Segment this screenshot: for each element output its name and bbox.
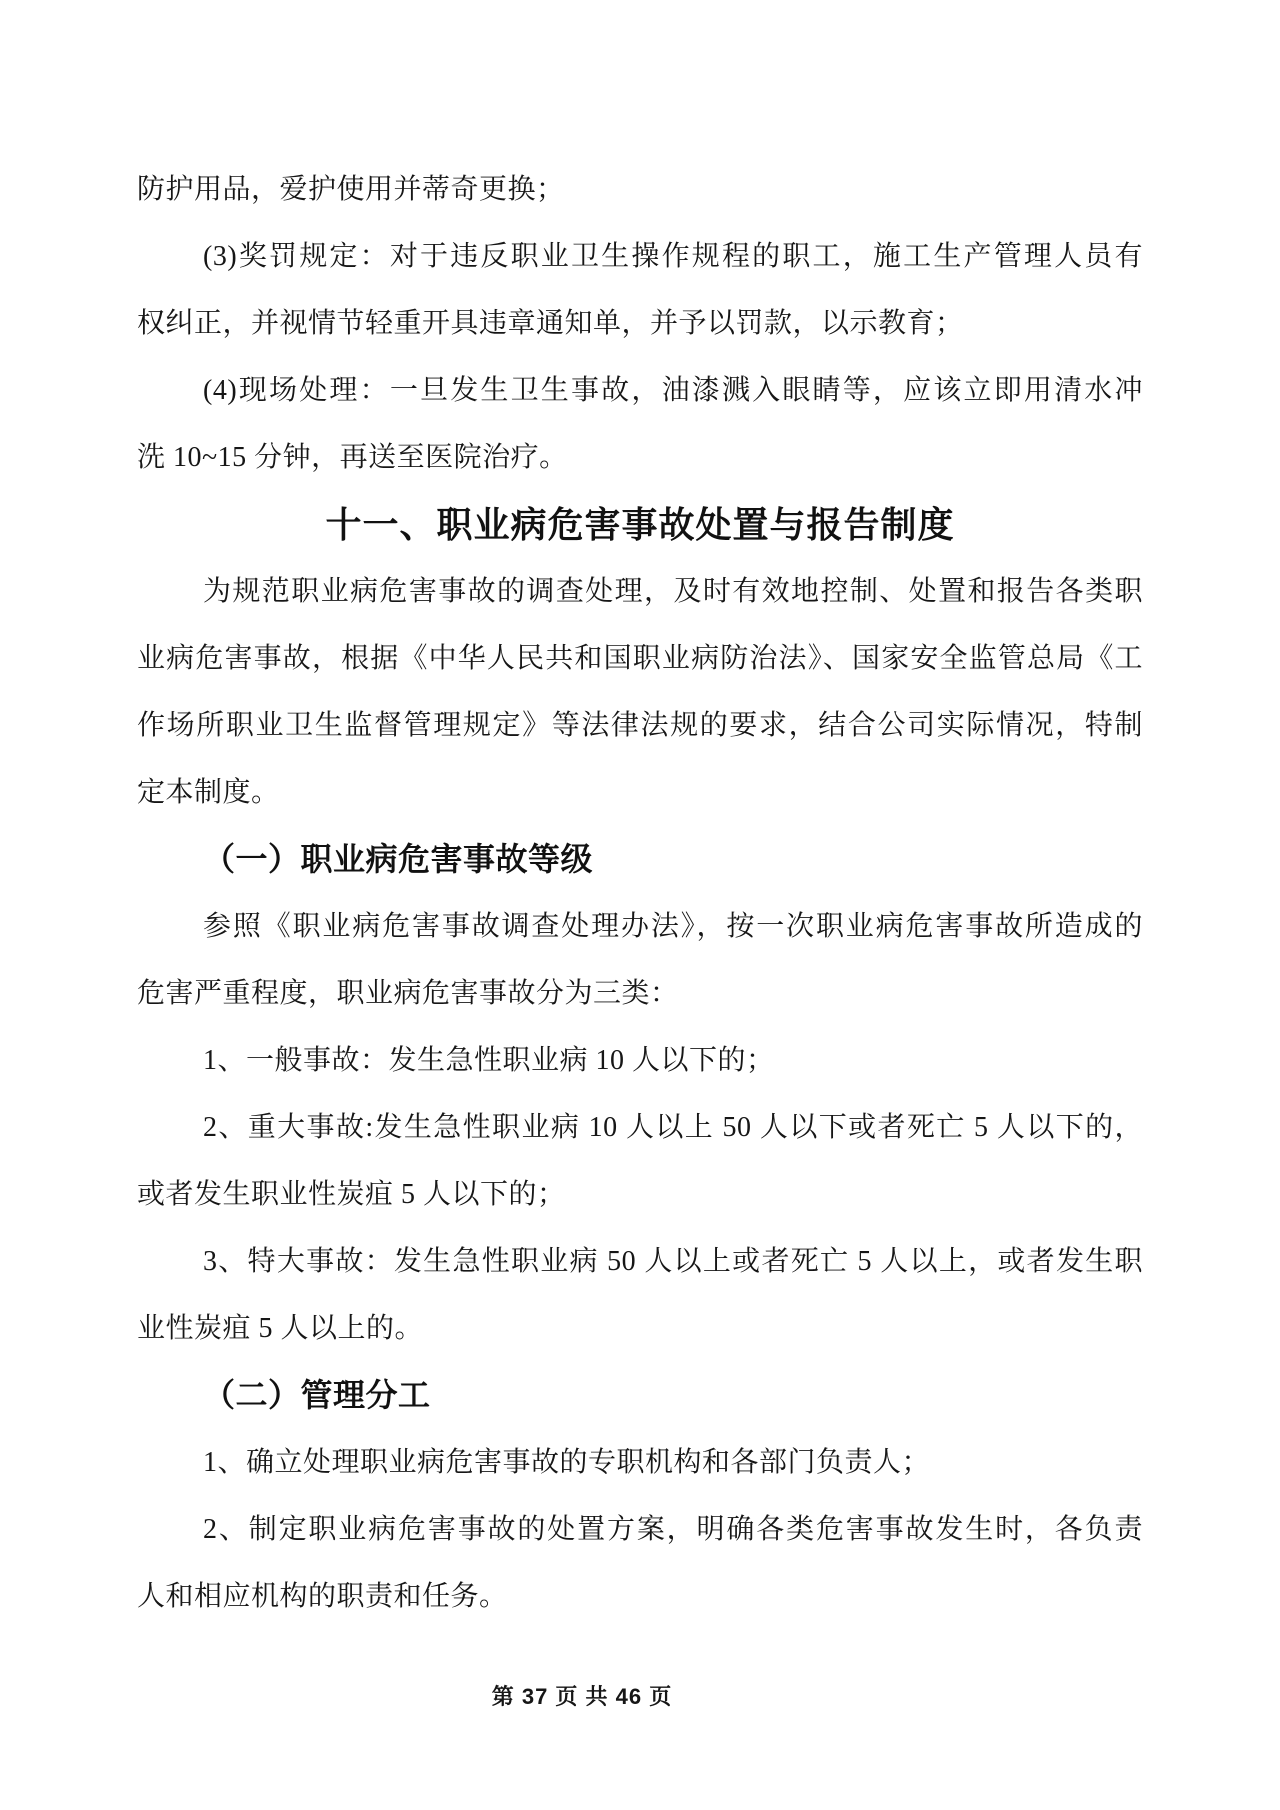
body-text-line: 2、重大事故:发生急性职业病 10 人以上 50 人以下或者死亡 5 人以下的， [203, 1112, 1143, 1143]
subsection-heading: （二）管理分工 [203, 1377, 431, 1413]
body-text-line: 防护用品，爱护使用并蒂奇更换； [137, 174, 565, 205]
body-text-line: 业性炭疽 5 人以上的。 [137, 1313, 424, 1344]
body-text-line: 危害严重程度，职业病危害事故分为三类： [137, 978, 679, 1009]
body-text-line: 定本制度。 [137, 777, 280, 808]
body-text-line: 1、一般事故：发生急性职业病 10 人以下的； [203, 1045, 775, 1076]
body-text-line: 作场所职业卫生监督管理规定》等法律法规的要求，结合公司实际情况，特制 [137, 710, 1143, 741]
body-text-line: 参照《职业病危害事故调查处理办法》，按一次职业病危害事故所造成的 [203, 911, 1143, 942]
body-text-line: 权纠正，并视情节轻重开具违章通知单，并予以罚款，以示教育； [137, 308, 964, 339]
body-text-line: 2、制定职业病危害事故的处置方案，明确各类危害事故发生时，各负责 [203, 1514, 1143, 1545]
page-number: 第 37 页 共 46 页 [491, 1684, 673, 1709]
document-page [137, 156, 1143, 1630]
body-text-line: 洗 10~15 分钟，再送至医院治疗。 [137, 442, 568, 473]
body-text-line: 为规范职业病危害事故的调查处理，及时有效地控制、处置和报告各类职 [203, 576, 1143, 607]
body-text-line: 业病危害事故，根据《中华人民共和国职业病防治法》、国家安全监管总局《工 [137, 643, 1143, 674]
body-text-line: (4)现场处理：一旦发生卫生事故，油漆溅入眼睛等，应该立即用清水冲 [203, 375, 1143, 406]
body-text-line: 3、特大事故：发生急性职业病 50 人以上或者死亡 5 人以上，或者发生职 [203, 1246, 1143, 1277]
body-text-line: 或者发生职业性炭疽 5 人以下的； [137, 1179, 566, 1210]
body-text-line: 1、确立处理职业病危害事故的专职机构和各部门负责人； [203, 1447, 931, 1478]
chapter-heading: 十一、职业病危害事故处置与报告制度 [325, 504, 955, 545]
body-text-line: 人和相应机构的职责和任务。 [137, 1581, 508, 1612]
subsection-heading: （一）职业病危害事故等级 [203, 841, 594, 877]
body-text-line: (3)奖罚规定：对于违反职业卫生操作规程的职工，施工生产管理人员有 [203, 241, 1143, 272]
